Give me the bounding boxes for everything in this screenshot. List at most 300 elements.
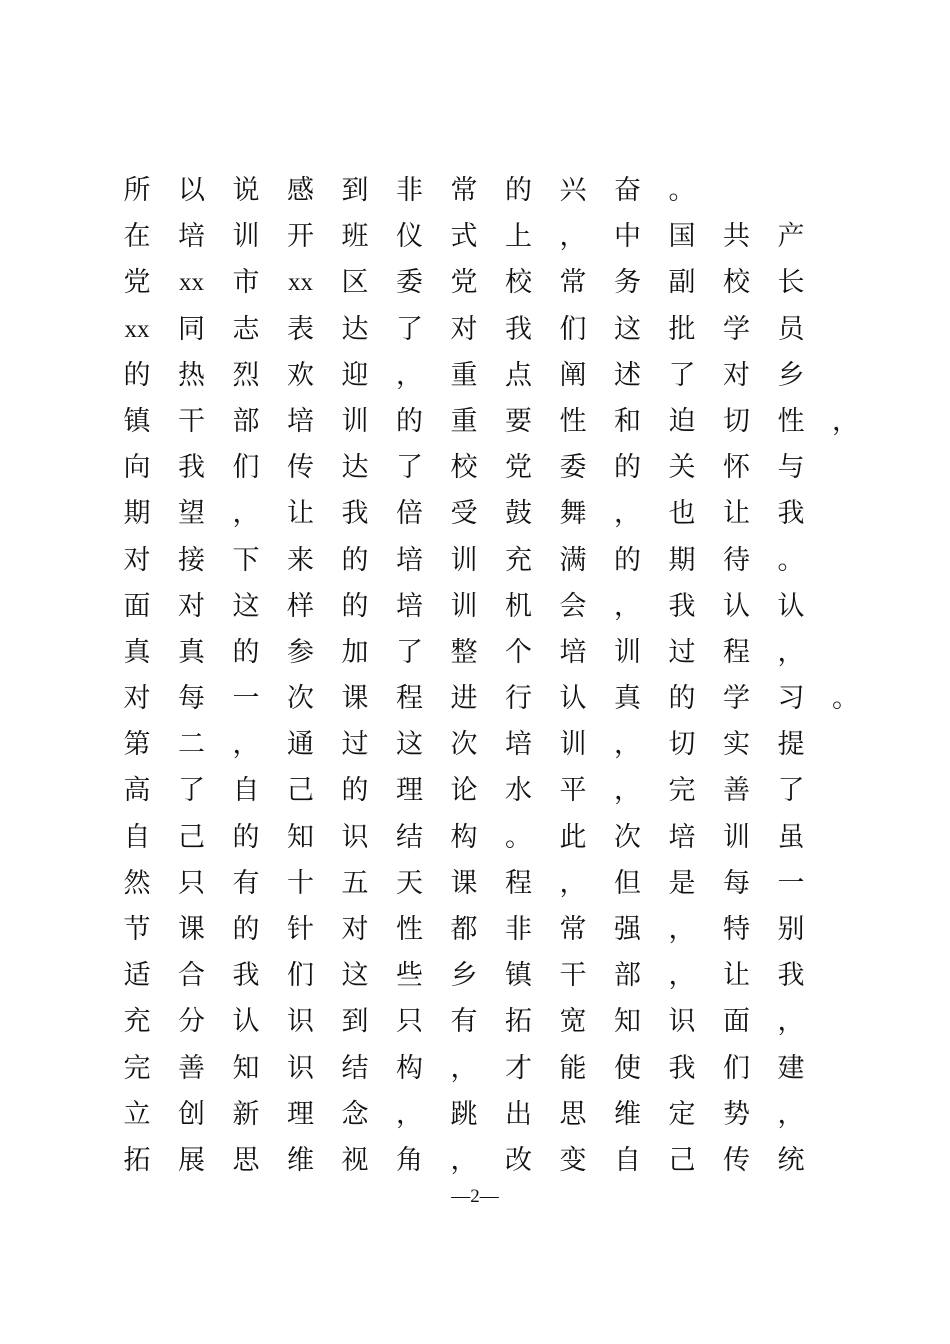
text-char: 了	[396, 636, 423, 668]
text-char: 会	[559, 590, 587, 622]
text-char: 但	[614, 867, 641, 899]
text-char: 区	[341, 267, 369, 299]
text-char: 说	[232, 175, 260, 206]
text-char: 个	[505, 636, 532, 668]
text-char: 有	[232, 867, 260, 899]
text-char: 我	[178, 452, 205, 484]
text-char: ，	[668, 914, 696, 945]
text-char: 了	[777, 775, 805, 807]
text-char: 产	[777, 221, 805, 253]
text-char: 程	[396, 683, 423, 715]
text-char: 了	[396, 452, 423, 484]
text-char: 程	[505, 867, 532, 899]
text-char: 实	[723, 729, 750, 761]
text-char: ，	[450, 1052, 478, 1084]
text-char: 员	[777, 313, 805, 345]
text-line	[110, 491, 870, 537]
text-char: 的	[232, 914, 260, 945]
text-char: 向	[123, 452, 151, 484]
text-char: 过	[668, 636, 696, 668]
text-char: 是	[668, 867, 696, 899]
text-char: 们	[232, 452, 260, 484]
text-char: xx	[124, 315, 150, 343]
text-char: 的	[614, 452, 641, 484]
text-char: 过	[341, 729, 369, 761]
text-char: 只	[396, 1006, 423, 1038]
text-char: 常	[559, 267, 587, 299]
text-char: 这	[396, 729, 423, 761]
text-char: 中	[614, 221, 641, 253]
text-char: 出	[505, 1098, 532, 1130]
text-char: 也	[668, 498, 696, 530]
text-char: ，	[614, 498, 641, 530]
text-char: 镇	[505, 960, 532, 992]
text-char: 能	[559, 1052, 587, 1084]
text-char: 。	[832, 683, 859, 715]
text-char: 欢	[287, 359, 314, 391]
text-char: 才	[505, 1052, 532, 1084]
text-char: 己	[287, 775, 314, 807]
text-char: 的	[341, 775, 369, 807]
text-line	[110, 260, 870, 306]
text-char: 理	[396, 775, 423, 807]
text-char: 待	[723, 544, 750, 576]
text-line	[110, 538, 870, 584]
text-char: 班	[341, 221, 369, 253]
text-char: 机	[505, 590, 532, 622]
text-char: 的	[232, 821, 260, 853]
text-char: 让	[723, 960, 750, 992]
text-char: 真	[123, 636, 151, 668]
text-char: 我	[505, 313, 532, 345]
text-char: 来	[287, 544, 314, 576]
text-char: 新	[232, 1098, 260, 1130]
text-char: 训	[450, 544, 478, 576]
text-char: 的	[341, 544, 369, 576]
text-char: 让	[723, 498, 750, 530]
text-char: 重	[450, 405, 478, 437]
text-char: 的	[123, 359, 151, 391]
text-char: 通	[287, 729, 314, 761]
text-char: 式	[450, 221, 478, 253]
text-char: 的	[396, 405, 423, 437]
text-char: 培	[396, 590, 423, 622]
text-char: 传	[723, 1144, 750, 1176]
text-line	[110, 1092, 870, 1138]
text-char: 维	[287, 1144, 314, 1176]
text-line	[110, 630, 870, 676]
text-char: 对	[341, 914, 369, 945]
text-char: 训	[723, 821, 750, 853]
text-char: 完	[668, 775, 696, 807]
text-char: 完	[123, 1052, 151, 1084]
text-char: 课	[341, 683, 369, 715]
text-char: ，	[614, 590, 641, 622]
text-char: 热	[178, 359, 205, 391]
text-char: 训	[341, 405, 369, 437]
text-char: 跳	[450, 1098, 478, 1130]
text-char: 的	[614, 544, 641, 576]
text-char: 分	[178, 1006, 205, 1038]
text-char: 十	[287, 867, 314, 899]
text-char: 达	[341, 313, 369, 345]
text-char: 望	[178, 498, 205, 530]
text-char: 识	[668, 1006, 696, 1038]
text-char: 习	[777, 683, 805, 715]
text-char: 认	[777, 590, 805, 622]
text-char: 只	[178, 867, 205, 899]
text-char: ，	[777, 636, 805, 668]
text-char: 乡	[777, 359, 805, 391]
text-char: ，	[668, 960, 696, 992]
text-char: 受	[450, 498, 478, 530]
text-char: 。	[505, 821, 532, 853]
text-line	[110, 307, 870, 353]
text-char: 务	[614, 267, 641, 299]
text-char: 舞	[559, 498, 587, 530]
text-char: 上	[505, 221, 532, 253]
text-char: 节	[123, 914, 151, 945]
text-char: 对	[123, 683, 151, 715]
text-line	[110, 445, 870, 491]
text-char: 维	[614, 1098, 641, 1130]
text-char: 对	[723, 359, 750, 391]
text-char: 构	[396, 1052, 423, 1084]
text-char: 要	[505, 405, 532, 437]
page-number: —2—	[451, 1186, 499, 1207]
text-char: 此	[559, 821, 587, 853]
text-char: 善	[178, 1052, 205, 1084]
text-char: 认	[559, 683, 587, 715]
text-char: 党	[505, 452, 532, 484]
text-char: 委	[559, 452, 587, 484]
text-char: 认	[723, 590, 750, 622]
text-char: ，	[777, 1006, 805, 1038]
text-char: ，	[614, 775, 641, 807]
text-char: 次	[614, 821, 641, 853]
text-char: 每	[178, 683, 205, 715]
text-char: 让	[287, 498, 314, 530]
text-char: 思	[559, 1098, 587, 1130]
text-char: 同	[178, 313, 205, 345]
text-line	[110, 1046, 870, 1092]
text-char: 培	[396, 544, 423, 576]
text-char: 角	[396, 1144, 423, 1176]
text-char: 到	[341, 1006, 369, 1038]
text-line	[110, 676, 870, 722]
text-char: 高	[123, 775, 151, 807]
text-char: 点	[505, 359, 532, 391]
text-char: 迎	[341, 359, 369, 391]
text-char: 自	[614, 1144, 641, 1176]
text-char: 期	[123, 498, 151, 530]
text-char: ，	[232, 729, 260, 761]
text-char: 怀	[723, 452, 750, 484]
text-char: 适	[123, 960, 151, 992]
text-char: 校	[505, 267, 532, 299]
text-char: 表	[287, 313, 314, 345]
text-char: 副	[668, 267, 696, 299]
text-char: 仪	[396, 221, 423, 253]
text-char: 性	[396, 914, 423, 945]
text-char: 部	[614, 960, 641, 992]
text-char: 变	[559, 1144, 587, 1176]
text-char: 下	[232, 544, 260, 576]
text-char: 党	[123, 267, 151, 299]
text-char: 非	[396, 175, 423, 206]
text-line	[110, 953, 870, 999]
text-char: 切	[723, 405, 750, 437]
text-line	[110, 168, 870, 214]
text-char: 结	[341, 1052, 369, 1084]
text-char: ，	[396, 359, 423, 391]
text-char: 烈	[232, 359, 260, 391]
text-char: 的	[505, 175, 532, 206]
text-char: 党	[450, 267, 478, 299]
text-char: 训	[614, 636, 641, 668]
text-char: ，	[614, 729, 641, 761]
text-line	[110, 768, 870, 814]
text-char: 委	[396, 267, 423, 299]
text-char: 有	[450, 1006, 478, 1038]
text-char: 非	[505, 914, 532, 945]
text-char: 倍	[396, 498, 423, 530]
text-char: 参	[287, 636, 314, 668]
text-char: 学	[723, 313, 750, 345]
text-char: 与	[777, 452, 805, 484]
text-char: 充	[123, 1006, 151, 1038]
text-char: 志	[232, 313, 260, 345]
text-char: 知	[614, 1006, 641, 1038]
text-char: 常	[559, 914, 587, 945]
text-char: 拓	[123, 1144, 151, 1176]
text-char: 。	[777, 544, 805, 576]
text-char: 以	[178, 175, 205, 206]
text-char: 势	[723, 1098, 750, 1130]
text-line	[110, 907, 870, 953]
text-char: 阐	[559, 359, 587, 391]
text-char: 构	[450, 821, 478, 853]
text-line	[110, 861, 870, 907]
text-char: 关	[668, 452, 696, 484]
text-char: ，	[777, 1098, 805, 1130]
text-char: 针	[287, 914, 314, 945]
text-char: 水	[505, 775, 532, 807]
text-char: 行	[505, 683, 532, 715]
text-char: 识	[341, 821, 369, 853]
text-char: 性	[777, 405, 805, 437]
text-char: 认	[232, 1006, 260, 1038]
text-char: 一	[777, 867, 805, 899]
text-char: 培	[287, 405, 314, 437]
text-char: 念	[341, 1098, 369, 1130]
text-line	[110, 584, 870, 630]
text-line	[110, 214, 870, 260]
text-char: ，	[559, 221, 587, 253]
text-char: 虽	[777, 821, 805, 853]
text-char: 国	[668, 221, 696, 253]
text-char: 期	[668, 544, 696, 576]
text-char: 对	[450, 313, 478, 345]
text-char: 课	[450, 867, 478, 899]
text-char: 干	[178, 405, 205, 437]
text-char: 宽	[559, 1006, 587, 1038]
text-char: 传	[287, 452, 314, 484]
text-char: 的	[232, 636, 260, 668]
text-line	[110, 1138, 870, 1184]
text-char: ，	[450, 1144, 478, 1176]
text-char: 自	[123, 821, 151, 853]
text-char: 二	[178, 729, 205, 761]
text-char: 这	[614, 313, 641, 345]
text-char: 校	[450, 452, 478, 484]
text-char: 我	[777, 960, 805, 992]
text-char: 我	[232, 960, 260, 992]
text-char: 充	[505, 544, 532, 576]
text-char: 在	[123, 221, 151, 253]
text-char: 所	[123, 175, 151, 206]
text-char: 训	[559, 729, 587, 761]
text-char: 校	[723, 267, 750, 299]
text-char: 面	[123, 590, 151, 622]
text-char: 结	[396, 821, 423, 853]
text-line	[110, 353, 870, 399]
text-char: 感	[287, 175, 314, 206]
text-char: 了	[178, 775, 205, 807]
text-char: 开	[287, 221, 314, 253]
text-char: 拓	[505, 1006, 532, 1038]
text-char: 市	[232, 267, 260, 299]
text-char: 这	[232, 590, 260, 622]
text-char: 和	[614, 405, 641, 437]
text-char: 加	[341, 636, 369, 668]
text-char: 训	[232, 221, 260, 253]
text-char: 一	[232, 683, 260, 715]
text-char: 到	[341, 175, 369, 206]
text-char: ，	[559, 867, 587, 899]
text-char: 知	[232, 1052, 260, 1084]
text-char: 建	[777, 1052, 805, 1084]
text-char: 真	[178, 636, 205, 668]
text-char: xx	[179, 269, 204, 297]
text-line	[110, 999, 870, 1045]
text-char: 立	[123, 1098, 151, 1130]
text-char: 程	[723, 636, 750, 668]
text-char: 的	[341, 590, 369, 622]
text-char: 部	[232, 405, 260, 437]
text-char: 使	[614, 1052, 641, 1084]
text-char: 己	[178, 821, 205, 853]
text-char: 知	[287, 821, 314, 853]
text-char: 迫	[668, 405, 696, 437]
text-char: 批	[668, 313, 696, 345]
text-char: 了	[668, 359, 696, 391]
text-char: 天	[396, 867, 423, 899]
text-char: 统	[777, 1144, 805, 1176]
text-char: 兴	[559, 175, 587, 206]
text-char: 我	[341, 498, 369, 530]
text-char: 长	[777, 267, 805, 299]
text-char: ，	[396, 1098, 423, 1130]
text-char: 述	[614, 359, 641, 391]
text-char: 创	[178, 1098, 205, 1130]
text-char: 五	[341, 867, 369, 899]
text-char: 达	[341, 452, 369, 484]
text-char: 进	[450, 683, 478, 715]
text-char: 我	[668, 1052, 696, 1084]
text-char: 鼓	[505, 498, 532, 530]
text-char: 自	[232, 775, 260, 807]
text-char: 们	[559, 313, 587, 345]
text-char: 都	[450, 914, 478, 945]
text-char: 干	[559, 960, 587, 992]
text-char: 对	[178, 590, 205, 622]
text-char: 培	[559, 636, 587, 668]
text-char: 改	[505, 1144, 532, 1176]
text-char: 提	[777, 729, 805, 761]
text-char: 切	[668, 729, 696, 761]
text-char: 培	[505, 729, 532, 761]
text-char: 我	[777, 498, 805, 530]
text-char: 理	[287, 1098, 314, 1130]
text-char: 每	[723, 867, 750, 899]
text-line	[110, 722, 870, 768]
text-char: 然	[123, 867, 151, 899]
text-char: 学	[723, 683, 750, 715]
text-char: 。	[668, 175, 696, 206]
text-char: 平	[559, 775, 587, 807]
text-char: ，	[232, 498, 260, 530]
text-char: 次	[450, 729, 478, 761]
text-char: 重	[450, 359, 478, 391]
text-char: 定	[668, 1098, 696, 1130]
text-char: 论	[450, 775, 478, 807]
text-char: 们	[723, 1052, 750, 1084]
text-char: 乡	[450, 960, 478, 992]
text-char: 了	[396, 313, 423, 345]
text-char: 的	[668, 683, 696, 715]
text-char: 思	[232, 1144, 260, 1176]
text-char: 真	[614, 683, 641, 715]
text-char: 视	[341, 1144, 369, 1176]
text-char: 奋	[614, 175, 641, 206]
text-line	[110, 399, 870, 445]
text-char: 强	[614, 914, 641, 945]
text-char: 样	[287, 590, 314, 622]
text-char: 常	[450, 175, 478, 206]
text-line	[110, 815, 870, 861]
text-char: 面	[723, 1006, 750, 1038]
text-char: 性	[559, 405, 587, 437]
text-char: 识	[287, 1006, 314, 1038]
text-char: 满	[559, 544, 587, 576]
text-char: 整	[450, 636, 478, 668]
text-char: 共	[723, 221, 750, 253]
body-text	[110, 168, 870, 1184]
text-char: 合	[178, 960, 205, 992]
text-char: 镇	[123, 405, 151, 437]
text-char: 识	[287, 1052, 314, 1084]
text-char: 善	[723, 775, 750, 807]
text-char: 们	[287, 960, 314, 992]
text-char: 对	[123, 544, 151, 576]
text-char: 些	[396, 960, 423, 992]
text-char: 次	[287, 683, 314, 715]
text-char: xx	[288, 269, 313, 297]
text-char: 培	[178, 221, 205, 253]
text-char: 别	[777, 914, 805, 945]
text-char: 特	[723, 914, 750, 945]
